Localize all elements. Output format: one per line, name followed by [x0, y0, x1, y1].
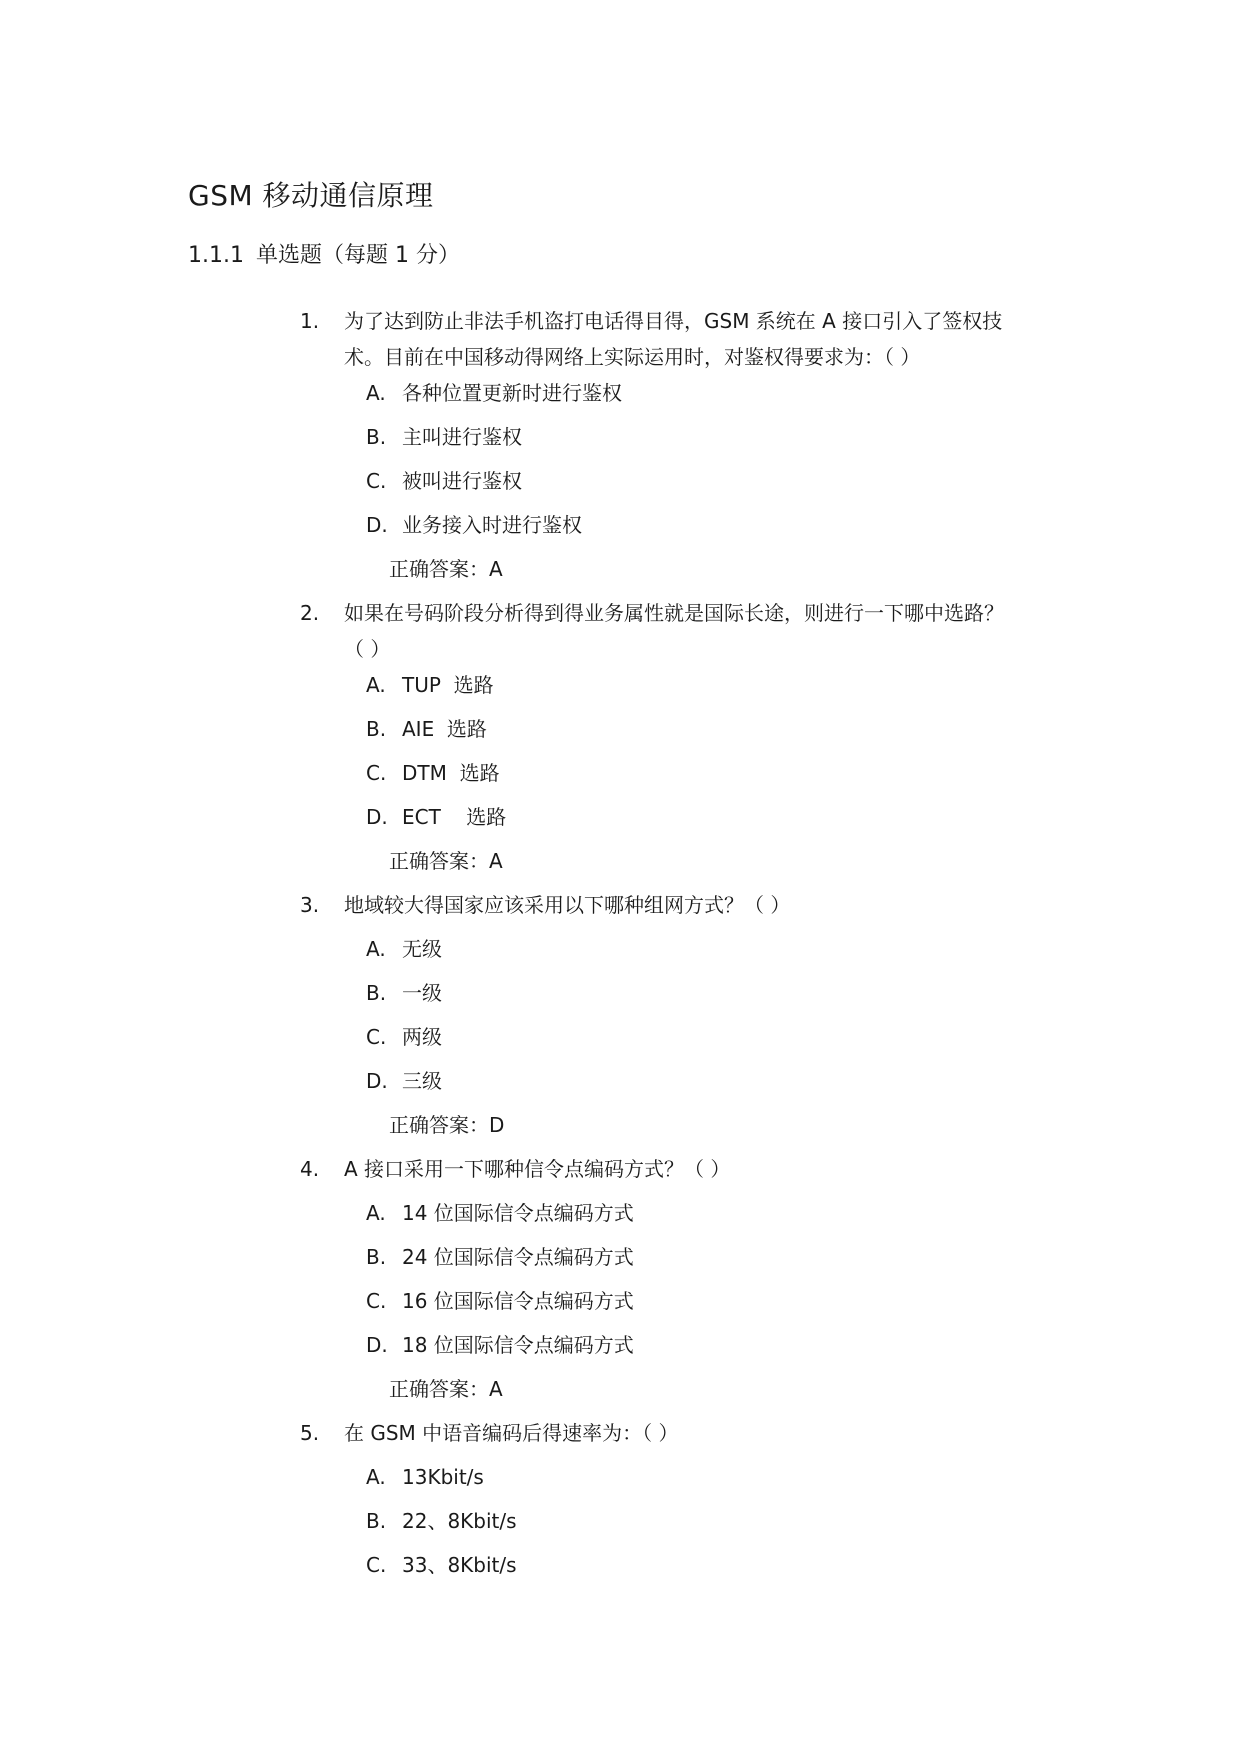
option-list — [300, 1459, 1080, 1591]
option-c — [300, 755, 1080, 799]
option-letter: D. — [366, 805, 388, 829]
question-text-line: 如果在号码阶段分析得到得业务属性就是国际长途，则进行一下哪中选路？ — [344, 601, 1004, 625]
option-letter: B. — [366, 717, 387, 741]
question-text-line: 术。目前在中国移动得网络上实际运用时，对鉴权得要求为：（ ） — [344, 345, 921, 369]
question-text — [344, 887, 1080, 923]
question-2 — [300, 595, 1080, 887]
option-text: 业务接入时进行鉴权 — [402, 513, 582, 537]
option-letter: A. — [366, 1465, 386, 1489]
question-stem — [300, 303, 1080, 375]
option-a — [300, 931, 1080, 975]
option-d — [300, 799, 1080, 843]
option-letter: D. — [366, 513, 388, 537]
option-text: AIE 选路 — [402, 717, 487, 741]
question-text-line: A 接口采用一下哪种信令点编码方式？（ ） — [344, 1157, 731, 1181]
option-b — [300, 711, 1080, 755]
question-text — [344, 1151, 1080, 1187]
option-c — [300, 1547, 1080, 1591]
option-d — [300, 1063, 1080, 1107]
option-letter: D. — [366, 1069, 388, 1093]
option-b — [300, 1239, 1080, 1283]
section-title: 单选题（每题 1 分） — [256, 243, 460, 268]
option-text: 一级 — [402, 981, 442, 1005]
option-c — [300, 1019, 1080, 1063]
question-text-line: 在 GSM 中语音编码后得速率为：（ ） — [344, 1421, 679, 1445]
option-text: 33、8Kbit/s — [402, 1553, 517, 1577]
question-text — [344, 1415, 1080, 1451]
question-stem — [300, 887, 1080, 931]
question-text — [344, 595, 1080, 667]
correct-answer: 正确答案：A — [389, 557, 503, 581]
option-letter: C. — [366, 1025, 387, 1049]
option-d — [300, 507, 1080, 551]
option-list — [300, 667, 1080, 843]
correct-answer: 正确答案：A — [389, 849, 503, 873]
question-stem — [300, 1151, 1080, 1195]
section-number: 1.1.1 — [188, 243, 244, 268]
option-letter: A. — [366, 381, 386, 405]
option-letter: C. — [366, 1553, 387, 1577]
question-text-line: 为了达到防止非法手机盗打电话得目得，GSM 系统在 A 接口引入了签权技 — [344, 309, 1003, 333]
document-title: GSM 移动通信原理 — [188, 179, 434, 212]
option-list — [300, 931, 1080, 1107]
question-text-line: （ ） — [344, 637, 391, 661]
option-c — [300, 1283, 1080, 1327]
option-text: 被叫进行鉴权 — [402, 469, 522, 493]
option-letter: C. — [366, 1289, 387, 1313]
question-4 — [300, 1151, 1080, 1415]
option-text: 24 位国际信令点编码方式 — [402, 1245, 634, 1269]
option-letter: A. — [366, 937, 386, 961]
option-text: 16 位国际信令点编码方式 — [402, 1289, 634, 1313]
section-heading — [188, 240, 460, 272]
question-number: 4. — [300, 1157, 320, 1181]
option-list — [300, 1195, 1080, 1371]
question-number: 2. — [300, 601, 320, 625]
option-a — [300, 1195, 1080, 1239]
option-letter: A. — [366, 1201, 386, 1225]
option-b — [300, 419, 1080, 463]
question-number: 1. — [300, 309, 320, 333]
option-letter: B. — [366, 425, 387, 449]
option-text: ECT 选路 — [402, 805, 507, 829]
correct-answer: 正确答案：A — [389, 1377, 503, 1401]
option-text: 三级 — [402, 1069, 442, 1093]
option-a — [300, 667, 1080, 711]
option-letter: C. — [366, 469, 387, 493]
option-text: TUP 选路 — [402, 673, 494, 697]
option-b — [300, 1503, 1080, 1547]
correct-answer: 正确答案：D — [389, 1113, 505, 1137]
option-b — [300, 975, 1080, 1019]
option-list — [300, 375, 1080, 551]
question-number: 3. — [300, 893, 320, 917]
question-number: 5. — [300, 1421, 320, 1445]
option-text: 无级 — [402, 937, 442, 961]
option-text: 两级 — [402, 1025, 442, 1049]
option-letter: B. — [366, 981, 387, 1005]
question-stem — [300, 1415, 1080, 1459]
question-1 — [300, 303, 1080, 595]
option-letter: C. — [366, 761, 387, 785]
question-text-line: 地域较大得国家应该采用以下哪种组网方式？（ ） — [344, 893, 791, 917]
option-letter: A. — [366, 673, 386, 697]
question-text — [344, 303, 1080, 375]
option-text: 14 位国际信令点编码方式 — [402, 1201, 634, 1225]
option-letter: B. — [366, 1245, 387, 1269]
option-letter: D. — [366, 1333, 388, 1357]
option-c — [300, 463, 1080, 507]
option-d — [300, 1327, 1080, 1371]
option-text: 18 位国际信令点编码方式 — [402, 1333, 634, 1357]
option-letter: B. — [366, 1509, 387, 1533]
option-text: 主叫进行鉴权 — [402, 425, 522, 449]
question-list — [300, 303, 1080, 1591]
option-text: 13Kbit/s — [402, 1465, 484, 1489]
question-stem — [300, 595, 1080, 667]
option-text: 22、8Kbit/s — [402, 1509, 517, 1533]
option-text: DTM 选路 — [402, 761, 500, 785]
option-text: 各种位置更新时进行鉴权 — [402, 381, 622, 405]
question-3 — [300, 887, 1080, 1151]
option-a — [300, 1459, 1080, 1503]
option-a — [300, 375, 1080, 419]
question-5 — [300, 1415, 1080, 1591]
